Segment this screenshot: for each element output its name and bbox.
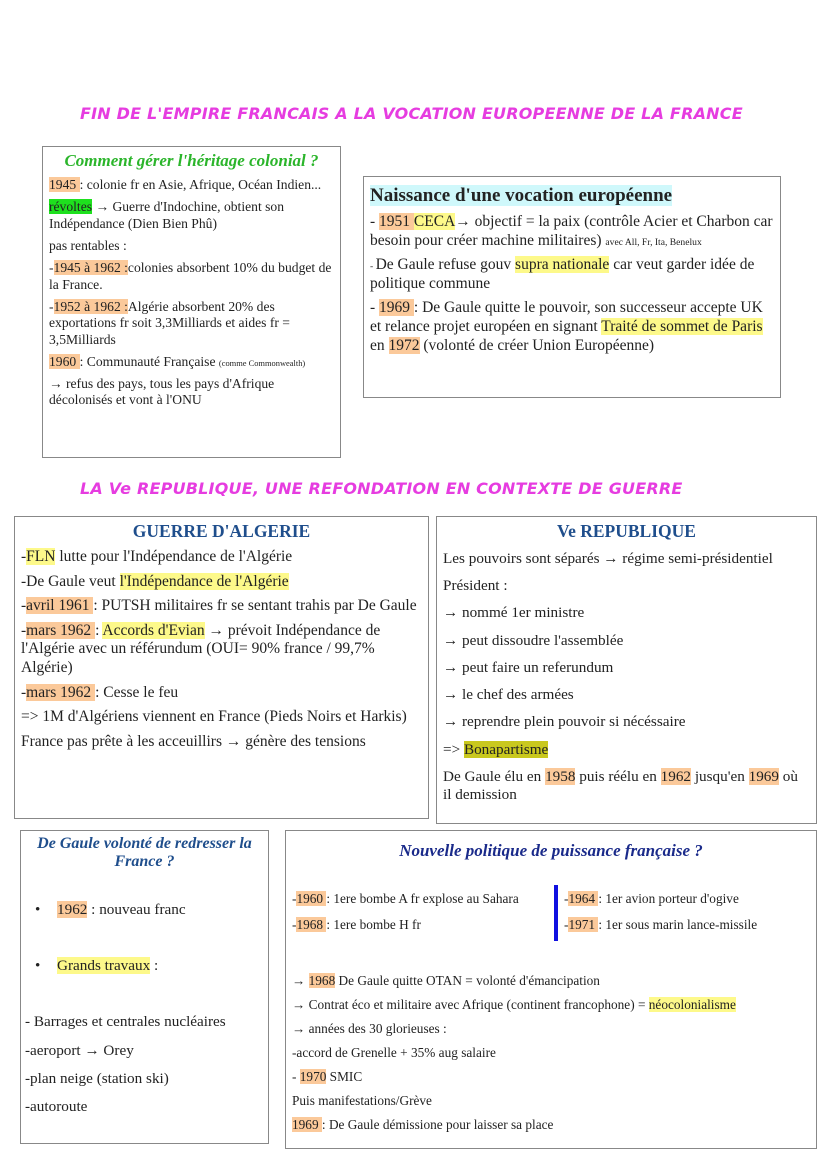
paragraph bbox=[25, 1013, 262, 1031]
text: : bbox=[95, 621, 103, 639]
box-heritage-colonial bbox=[42, 146, 341, 458]
paragraph bbox=[443, 741, 810, 759]
text: : 1ere bombe H fr bbox=[326, 916, 421, 932]
text: où il demission bbox=[443, 767, 798, 804]
paragraph bbox=[21, 708, 422, 727]
text: : Cesse le feu bbox=[95, 683, 179, 701]
text: - bbox=[21, 683, 27, 701]
text: Algérie absorbent 20% des exportations fr soit 3,3Milliards et aides fr = 3,5Milliards bbox=[49, 298, 290, 347]
highlighted-text: 1962 bbox=[57, 901, 88, 918]
text: : bbox=[150, 957, 159, 975]
paragraph bbox=[443, 604, 810, 622]
paragraph bbox=[49, 299, 334, 348]
paragraph bbox=[292, 1069, 810, 1085]
paragraph bbox=[49, 238, 334, 254]
highlighted-text: mars 1962 bbox=[26, 683, 96, 701]
paragraph bbox=[21, 597, 422, 616]
highlighted-text: 1960 bbox=[296, 891, 327, 906]
paragraph bbox=[25, 1070, 262, 1088]
box-body bbox=[292, 973, 810, 1133]
text: → prévoit Indépendance de l'Algérie avec un référundum (OUI= 90% france / 99,7% Algérie) bbox=[21, 621, 381, 676]
box-body bbox=[49, 177, 334, 409]
text: France pas prête à les acceuillirs → génère des tensions bbox=[21, 732, 366, 750]
paragraph bbox=[49, 260, 334, 293]
text: - bbox=[370, 299, 380, 317]
paragraph bbox=[21, 684, 422, 703]
highlighted-text: 1969 bbox=[748, 767, 779, 785]
paragraph bbox=[292, 997, 810, 1013]
bullet-list bbox=[27, 901, 262, 975]
highlighted-text: Traité de sommet de Paris bbox=[601, 317, 763, 335]
text: → peut faire un referundum bbox=[443, 658, 614, 676]
highlighted-text: 1968 bbox=[308, 972, 336, 988]
paragraph bbox=[49, 199, 334, 232]
highlighted-text: Bonapartisme bbox=[463, 740, 549, 758]
box-politique-puissance bbox=[285, 830, 817, 1149]
paragraph bbox=[292, 1045, 810, 1061]
text: car veut garder idée de politique commune bbox=[370, 256, 755, 292]
text: → Contrat éco et militaire avec Afrique (continent francophone) = bbox=[292, 996, 649, 1012]
highlighted-text: 1971 bbox=[568, 916, 599, 932]
text: lutte pour l'Indépendance de l'Algérie bbox=[55, 548, 293, 565]
paragraph bbox=[443, 768, 810, 804]
highlighted-text: 1951 bbox=[379, 213, 414, 230]
paragraph bbox=[21, 548, 422, 567]
text: : 1ere bombe A fr explose au Sahara bbox=[326, 891, 519, 906]
text: - bbox=[292, 916, 297, 932]
box-heading: Ve REPUBLIQUE bbox=[557, 521, 696, 541]
text: → refus des pays, tous les pays d'Afrique décolonisés et vont à l'ONU bbox=[49, 376, 275, 408]
paragraph bbox=[27, 901, 262, 919]
text: - bbox=[564, 891, 569, 906]
text: De Gaule quitte OTAN = volonté d'émancipation bbox=[335, 972, 600, 988]
text: : 1er sous marin lance-missile bbox=[598, 916, 758, 932]
highlighted-text: 1945 à 1962 : bbox=[53, 260, 128, 276]
text: -accord de Grenelle + 35% aug salaire bbox=[292, 1044, 496, 1060]
highlighted-text: CECA bbox=[413, 213, 456, 230]
armament-right bbox=[564, 891, 757, 943]
text: - bbox=[370, 213, 380, 230]
text: : nouveau franc bbox=[87, 901, 186, 918]
paragraph bbox=[443, 577, 810, 595]
section-title-ve-republique: LA Ve REPUBLIQUE, UNE REFONDATION EN CONTEXTE DE GUERRE bbox=[80, 479, 683, 498]
paragraph bbox=[25, 1098, 262, 1116]
text: -autoroute bbox=[25, 1098, 88, 1116]
text: (volonté de créer Union Européenne) bbox=[419, 336, 655, 354]
text: => 1M d'Algériens viennent en France (Pieds Noirs et Harkis) bbox=[21, 708, 407, 726]
text: SMIC bbox=[326, 1068, 363, 1084]
text: jusqu'en bbox=[691, 767, 749, 785]
paragraph bbox=[292, 891, 550, 907]
text: - bbox=[49, 260, 54, 276]
text: - bbox=[49, 298, 54, 314]
box-guerre-algerie bbox=[14, 516, 429, 819]
paragraph bbox=[292, 1093, 810, 1109]
text: → Guerre d'Indochine, obtient son Indépendance (Dien Bien Phû) bbox=[49, 199, 285, 231]
highlighted-text: révoltes bbox=[49, 199, 93, 215]
text: → le chef des armées bbox=[443, 686, 574, 704]
paragraph bbox=[21, 733, 422, 752]
paragraph bbox=[443, 659, 810, 677]
highlighted-text: néocolonialisme bbox=[648, 996, 736, 1012]
text: → objectif = la paix (contrôle Acier et Charbon car besoin pour créer machine militaires) bbox=[370, 213, 773, 249]
text: en bbox=[370, 336, 389, 354]
box-ve-republique bbox=[436, 516, 817, 824]
text: pas rentables : bbox=[49, 237, 127, 253]
text: : Communauté Française bbox=[79, 353, 219, 369]
highlighted-text: l'Indépendance de l'Algérie bbox=[119, 572, 289, 590]
text: → nommé 1er ministre bbox=[443, 604, 585, 622]
text: -aeroport → Orey bbox=[25, 1041, 134, 1059]
text: → années des 30 glorieuses : bbox=[292, 1020, 447, 1036]
paragraph bbox=[292, 917, 550, 933]
text: : 1er avion porteur d'ogive bbox=[598, 891, 739, 906]
text: - Barrages et centrales nucléaires bbox=[25, 1013, 226, 1031]
text: → bbox=[292, 972, 309, 988]
text: Les pouvoirs sont séparés → régime semi-présidentiel bbox=[443, 550, 773, 567]
paragraph bbox=[370, 299, 774, 355]
text: puis réélu en bbox=[575, 767, 661, 785]
text: -plan neige (station ski) bbox=[25, 1069, 169, 1087]
text: : De Gaule démissione pour laisser sa place bbox=[321, 1116, 554, 1132]
box-heading: De Gaule volonté de redresser la France ? bbox=[37, 835, 252, 870]
paragraph bbox=[370, 256, 774, 293]
highlighted-text: 1962 bbox=[660, 767, 692, 785]
text: - bbox=[292, 1068, 300, 1084]
box-body bbox=[370, 213, 774, 355]
text: - bbox=[21, 621, 27, 639]
text: avec All, Fr, Ita, Benelux bbox=[605, 236, 702, 248]
highlighted-text: 1952 à 1962 : bbox=[53, 298, 128, 314]
highlighted-text: FLN bbox=[26, 548, 56, 565]
highlighted-text: Grands travaux bbox=[57, 957, 151, 975]
paragraph bbox=[443, 632, 810, 650]
box-heading: Nouvelle politique de puissance française ? bbox=[399, 841, 703, 860]
highlighted-text: Accords d'Evian bbox=[102, 621, 205, 639]
paragraph bbox=[27, 957, 262, 975]
text: -De Gaule veut bbox=[21, 572, 120, 590]
box-heading: Comment gérer l'héritage colonial ? bbox=[64, 151, 319, 170]
text: (comme Commonwealth) bbox=[218, 357, 306, 368]
paragraph bbox=[443, 713, 810, 731]
paragraph bbox=[49, 376, 334, 409]
highlighted-text: 1964 bbox=[568, 891, 599, 906]
paragraph bbox=[49, 354, 334, 370]
text: → peut dissoudre l'assemblée bbox=[443, 631, 624, 649]
box-heading: Naissance d'une vocation européenne bbox=[370, 185, 673, 206]
text: colonies absorbent 10% du budget de la France. bbox=[49, 260, 332, 292]
text: : De Gaule quitte le pouvoir, son successeur accepte UK et relance projet européen en signant bbox=[370, 299, 763, 335]
text: - bbox=[370, 261, 376, 273]
armament-left bbox=[292, 891, 550, 943]
highlighted-text: 1970 bbox=[299, 1068, 327, 1084]
paragraph bbox=[292, 1117, 810, 1133]
text: - bbox=[21, 597, 27, 615]
box-body bbox=[25, 1013, 262, 1116]
highlighted-text: mars 1962 bbox=[26, 621, 96, 639]
armament-columns bbox=[292, 891, 810, 943]
text: - bbox=[21, 548, 27, 565]
box-redresser-france bbox=[20, 830, 269, 1144]
highlighted-text: supra nationale bbox=[515, 256, 610, 274]
paragraph bbox=[49, 177, 334, 193]
box-vocation-europeenne bbox=[363, 176, 781, 398]
highlighted-text: 1972 bbox=[388, 336, 420, 354]
highlighted-text: avril 1961 bbox=[26, 597, 94, 615]
highlighted-text: 1969 bbox=[379, 299, 414, 317]
paragraph bbox=[443, 550, 810, 568]
paragraph bbox=[292, 1021, 810, 1037]
text: : colonie fr en Asie, Afrique, Océan Indien... bbox=[79, 177, 322, 192]
box-body bbox=[21, 548, 422, 751]
paragraph bbox=[443, 686, 810, 704]
highlighted-text: 1960 bbox=[49, 353, 80, 369]
text: => bbox=[443, 740, 464, 758]
paragraph bbox=[564, 917, 757, 933]
paragraph bbox=[21, 622, 422, 678]
column-divider bbox=[554, 885, 558, 941]
box-body bbox=[443, 550, 810, 804]
highlighted-text: 1969 bbox=[292, 1116, 322, 1132]
text: De Gaule refuse gouv bbox=[375, 256, 516, 274]
paragraph bbox=[370, 213, 774, 250]
section-title-empire: FIN DE L'EMPIRE FRANCAIS A LA VOCATION EUROPEENNE DE LA FRANCE bbox=[80, 104, 743, 123]
text: - bbox=[292, 891, 297, 906]
text: Président : bbox=[443, 577, 508, 595]
text: De Gaule élu en bbox=[443, 767, 546, 785]
text: : PUTSH militaires fr se sentant trahis par De Gaule bbox=[93, 597, 417, 615]
paragraph bbox=[292, 973, 810, 989]
highlighted-text: 1945 bbox=[49, 177, 80, 192]
paragraph bbox=[21, 573, 422, 592]
highlighted-text: 1968 bbox=[296, 916, 327, 932]
text: - bbox=[564, 916, 569, 932]
text: → reprendre plein pouvoir si nécéssaire bbox=[443, 713, 686, 731]
paragraph bbox=[564, 891, 757, 907]
text: Puis manifestations/Grève bbox=[292, 1092, 432, 1108]
highlighted-text: 1958 bbox=[545, 767, 576, 785]
box-heading: GUERRE D'ALGERIE bbox=[132, 521, 311, 541]
paragraph bbox=[25, 1042, 262, 1060]
